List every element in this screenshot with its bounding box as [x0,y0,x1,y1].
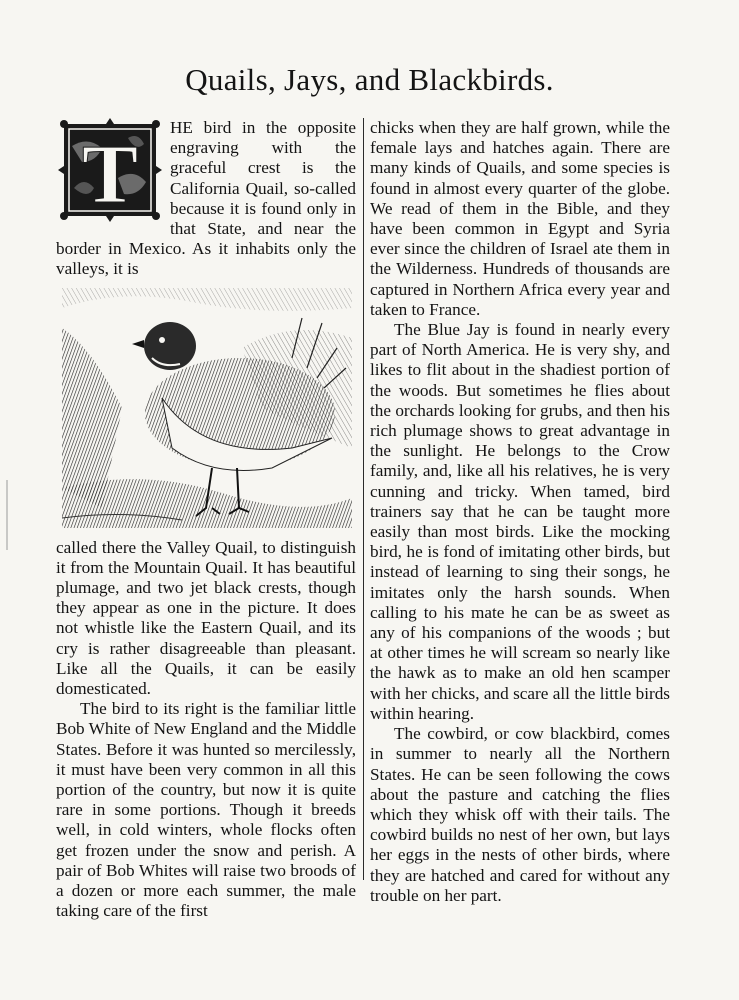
ornamental-initial-icon [58,118,162,222]
page-title: Quails, Jays, and Blackbirds. [185,62,554,97]
paragraph-california-quail-cont: called there the Valley Quail, to distinguish it from the Mountain Quail. It has beautiful plumage, and two jet black crests, though they appear as one in the picture. It does not whistle like the Eastern Quail, and its cry is rather disagreeable than pleasant. Like all the Quails, it can be easily domesticated. [56,537,356,699]
column-divider [363,118,364,880]
paragraph-bob-white: The bird to its right is the familiar little Bob White of New England and the Middle States. Before it was hunted so mercilessly, it must have been very common in all this portion of the country, but now it is quite rare in some portions. Though it breeds well, in cold winters, whole flocks often get frozen under the snow and perish. A pair of Bob Whites will raise two broods of a dozen or more each summer, the male taking care of the first [56,699,356,921]
svg-text:T: T [81,128,139,221]
right-column [370,118,670,906]
quail-engraving-icon [62,288,352,528]
left-column [56,118,356,921]
page-edge-mark [6,480,8,550]
paragraph-cowbird: The cowbird, or cow blackbird, comes in summer to nearly all the Northern States. He can be seen following the cows about the pasture and catching the flies which they whisk off with their tails. The cowbird builds no nest of her own, but lays her eggs in the nests of other birds, where they are hatched and cared for without any trouble on her part. [370,724,670,905]
paragraph-blue-jay: The Blue Jay is found in nearly every part of North America. He is very shy, and likes to flit about in the shadiest portion of the woods. But sometimes he flies about the orchards looking for grubs, and then his rich plumage shows to great advantage in the sunlight. He belongs to the Crow family, and, like all his relatives, he is very cunning and tricky. When tamed, bird trainers say that he can be taught more easily than most birds. Like the mocking bird, he is fond of imitating other birds, but instead of learning to sing their songs, he imitates only the harsh sounds. When calling to his mate he can be as sweet as any of his companions of the woods ; but at other times he will scream so nearly like the hawk as to make an old hen scamper with her chicks, and scare all the little birds within hearing. [370,320,670,723]
paragraph-bob-white-cont: chicks when they are half grown, while the female lays and hatches again. There are many kinds of Quails, and some species is found in almost every quarter of the globe. We read of them in the Bible, and they have been common in Egypt and Syria ever since the children of Israel ate them in the Wilderness. Hundreds of thousands are captured in Northern Africa every year and taken to France. [370,118,670,319]
paragraph-california-quail-start: HE bird in the opposite engraving with the graceful crest is the California Quail, so-called because it is found only in that State, and near the border in Mexico. As it inhabits only the valleys, it is [56,118,356,279]
